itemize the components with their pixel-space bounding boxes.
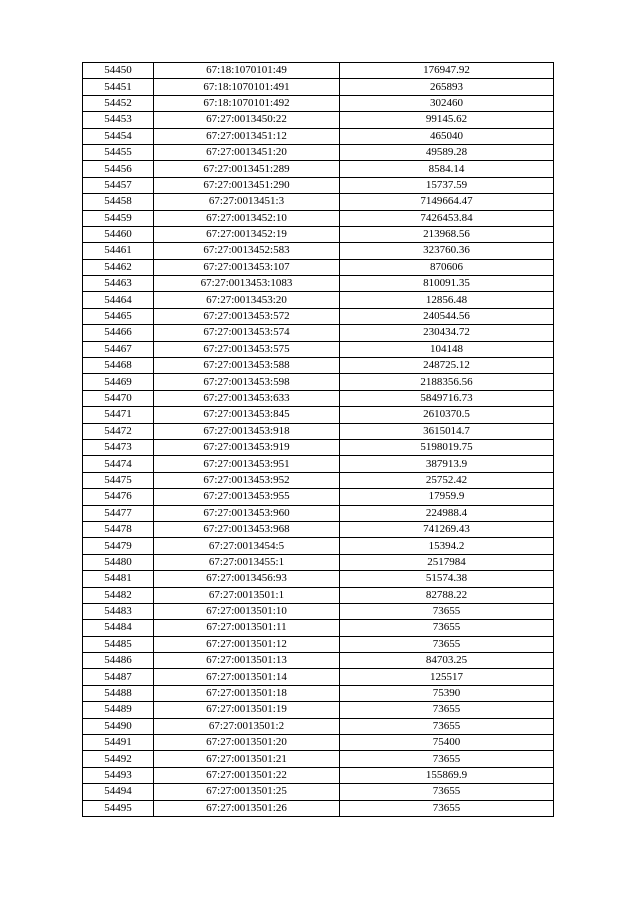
cadastral-number-cell: 67:27:0013501:11	[154, 620, 340, 636]
value-cell: 7149664.47	[340, 194, 554, 210]
table-row	[83, 439, 554, 455]
value-cell: 2610370.5	[340, 407, 554, 423]
cadastral-number-cell: 67:27:0013451:3	[154, 194, 340, 210]
cadastral-number-cell: 67:27:0013453:572	[154, 308, 340, 324]
table-row	[83, 784, 554, 800]
table-row	[83, 243, 554, 259]
cadastral-number-cell: 67:27:0013453:575	[154, 341, 340, 357]
row-number-cell: 54476	[83, 489, 154, 505]
cadastral-number-cell: 67:27:0013453:1083	[154, 276, 340, 292]
cadastral-number-cell: 67:27:0013452:10	[154, 210, 340, 226]
table-row	[83, 620, 554, 636]
cadastral-number-cell: 67:27:0013501:25	[154, 784, 340, 800]
value-cell: 82788.22	[340, 587, 554, 603]
row-number-cell: 54464	[83, 292, 154, 308]
cadastral-number-cell: 67:27:0013453:574	[154, 325, 340, 341]
cadastral-number-cell: 67:27:0013453:107	[154, 259, 340, 275]
table-row	[83, 521, 554, 537]
value-cell: 49589.28	[340, 144, 554, 160]
row-number-cell: 54483	[83, 603, 154, 619]
table-row	[83, 505, 554, 521]
value-cell: 73655	[340, 603, 554, 619]
row-number-cell: 54471	[83, 407, 154, 423]
value-cell: 465040	[340, 128, 554, 144]
row-number-cell: 54459	[83, 210, 154, 226]
value-cell: 17959.9	[340, 489, 554, 505]
table-row	[83, 603, 554, 619]
row-number-cell: 54461	[83, 243, 154, 259]
table-row	[83, 702, 554, 718]
cadastral-number-cell: 67:27:0013453:633	[154, 390, 340, 406]
row-number-cell: 54484	[83, 620, 154, 636]
value-cell: 2188356.56	[340, 374, 554, 390]
cadastral-number-cell: 67:27:0013453:952	[154, 472, 340, 488]
cadastral-number-cell: 67:27:0013501:20	[154, 735, 340, 751]
table-row	[83, 407, 554, 423]
row-number-cell: 54469	[83, 374, 154, 390]
row-number-cell: 54466	[83, 325, 154, 341]
value-cell: 2517984	[340, 554, 554, 570]
table-row	[83, 308, 554, 324]
value-cell: 73655	[340, 751, 554, 767]
value-cell: 73655	[340, 718, 554, 734]
row-number-cell: 54479	[83, 538, 154, 554]
value-cell: 73655	[340, 784, 554, 800]
row-number-cell: 54456	[83, 161, 154, 177]
row-number-cell: 54450	[83, 63, 154, 79]
table-row	[83, 112, 554, 128]
row-number-cell: 54474	[83, 456, 154, 472]
row-number-cell: 54475	[83, 472, 154, 488]
value-cell: 84703.25	[340, 653, 554, 669]
value-cell: 8584.14	[340, 161, 554, 177]
cadastral-number-cell: 67:27:0013501:21	[154, 751, 340, 767]
table-row	[83, 259, 554, 275]
table-row	[83, 636, 554, 652]
cadastral-number-cell: 67:27:0013501:13	[154, 653, 340, 669]
table-row	[83, 161, 554, 177]
value-cell: 230434.72	[340, 325, 554, 341]
table-row	[83, 767, 554, 783]
value-cell: 5198019.75	[340, 439, 554, 455]
row-number-cell: 54463	[83, 276, 154, 292]
table-body	[83, 63, 554, 817]
value-cell: 265893	[340, 79, 554, 95]
row-number-cell: 54489	[83, 702, 154, 718]
cadastral-number-cell: 67:27:0013455:1	[154, 554, 340, 570]
table-row	[83, 325, 554, 341]
row-number-cell: 54454	[83, 128, 154, 144]
value-cell: 99145.62	[340, 112, 554, 128]
value-cell: 155869.9	[340, 767, 554, 783]
value-cell: 104148	[340, 341, 554, 357]
row-number-cell: 54472	[83, 423, 154, 439]
row-number-cell: 54480	[83, 554, 154, 570]
value-cell: 12856.48	[340, 292, 554, 308]
value-cell: 75400	[340, 735, 554, 751]
table-row	[83, 653, 554, 669]
cadastral-number-cell: 67:27:0013453:845	[154, 407, 340, 423]
value-cell: 387913.9	[340, 456, 554, 472]
value-cell: 248725.12	[340, 358, 554, 374]
cadastral-number-cell: 67:27:0013501:12	[154, 636, 340, 652]
cadastral-number-cell: 67:27:0013453:598	[154, 374, 340, 390]
table-row	[83, 669, 554, 685]
table-row	[83, 292, 554, 308]
cadastral-number-cell: 67:27:0013452:19	[154, 226, 340, 242]
table-row	[83, 63, 554, 79]
cadastral-number-cell: 67:27:0013451:20	[154, 144, 340, 160]
value-cell: 51574.38	[340, 571, 554, 587]
cadastral-number-cell: 67:27:0013501:10	[154, 603, 340, 619]
table-row	[83, 685, 554, 701]
table-row	[83, 79, 554, 95]
cadastral-number-cell: 67:18:1070101:491	[154, 79, 340, 95]
value-cell: 75390	[340, 685, 554, 701]
cadastral-number-cell: 67:27:0013501:18	[154, 685, 340, 701]
value-cell: 7426453.84	[340, 210, 554, 226]
table-row	[83, 571, 554, 587]
cadastral-number-cell: 67:27:0013451:290	[154, 177, 340, 193]
table-row	[83, 144, 554, 160]
table-row	[83, 718, 554, 734]
cadastral-number-cell: 67:27:0013453:968	[154, 521, 340, 537]
row-number-cell: 54470	[83, 390, 154, 406]
cadastral-number-cell: 67:27:0013453:588	[154, 358, 340, 374]
value-cell: 15394.2	[340, 538, 554, 554]
cadastral-number-cell: 67:18:1070101:49	[154, 63, 340, 79]
table-row	[83, 210, 554, 226]
table-row	[83, 472, 554, 488]
cadastral-number-cell: 67:27:0013453:960	[154, 505, 340, 521]
value-cell: 125517	[340, 669, 554, 685]
row-number-cell: 54485	[83, 636, 154, 652]
table-row	[83, 374, 554, 390]
row-number-cell: 54458	[83, 194, 154, 210]
row-number-cell: 54493	[83, 767, 154, 783]
table-row	[83, 456, 554, 472]
cadastral-number-cell: 67:27:0013501:19	[154, 702, 340, 718]
value-cell: 176947.92	[340, 63, 554, 79]
row-number-cell: 54487	[83, 669, 154, 685]
cadastral-number-cell: 67:27:0013456:93	[154, 571, 340, 587]
cadastral-number-cell: 67:27:0013453:919	[154, 439, 340, 455]
value-cell: 73655	[340, 620, 554, 636]
value-cell: 5849716.73	[340, 390, 554, 406]
cadastral-number-cell: 67:27:0013452:583	[154, 243, 340, 259]
row-number-cell: 54451	[83, 79, 154, 95]
cadastral-number-cell: 67:27:0013501:26	[154, 800, 340, 816]
table-row	[83, 226, 554, 242]
table-row	[83, 489, 554, 505]
value-cell: 870606	[340, 259, 554, 275]
cadastral-number-cell: 67:27:0013454:5	[154, 538, 340, 554]
row-number-cell: 54478	[83, 521, 154, 537]
table-row	[83, 128, 554, 144]
cadastral-number-cell: 67:27:0013453:20	[154, 292, 340, 308]
cadastral-number-cell: 67:27:0013501:14	[154, 669, 340, 685]
row-number-cell: 54467	[83, 341, 154, 357]
value-cell: 73655	[340, 702, 554, 718]
row-number-cell: 54488	[83, 685, 154, 701]
cadastral-number-cell: 67:27:0013453:955	[154, 489, 340, 505]
row-number-cell: 54473	[83, 439, 154, 455]
cadastral-number-cell: 67:18:1070101:492	[154, 95, 340, 111]
table-row	[83, 554, 554, 570]
table-row	[83, 177, 554, 193]
value-cell: 323760.36	[340, 243, 554, 259]
row-number-cell: 54462	[83, 259, 154, 275]
row-number-cell: 54482	[83, 587, 154, 603]
table-row	[83, 587, 554, 603]
cadastral-number-cell: 67:27:0013451:289	[154, 161, 340, 177]
row-number-cell: 54494	[83, 784, 154, 800]
value-cell: 302460	[340, 95, 554, 111]
table-row	[83, 194, 554, 210]
table-row	[83, 751, 554, 767]
row-number-cell: 54495	[83, 800, 154, 816]
table-row	[83, 800, 554, 816]
cadastral-number-cell: 67:27:0013450:22	[154, 112, 340, 128]
row-number-cell: 54457	[83, 177, 154, 193]
value-cell: 73655	[340, 800, 554, 816]
table-row	[83, 735, 554, 751]
value-cell: 213968.56	[340, 226, 554, 242]
row-number-cell: 54491	[83, 735, 154, 751]
row-number-cell: 54481	[83, 571, 154, 587]
row-number-cell: 54465	[83, 308, 154, 324]
row-number-cell: 54452	[83, 95, 154, 111]
row-number-cell: 54453	[83, 112, 154, 128]
cadastral-number-cell: 67:27:0013453:951	[154, 456, 340, 472]
table-row	[83, 423, 554, 439]
row-number-cell: 54477	[83, 505, 154, 521]
table-row	[83, 341, 554, 357]
cadastral-number-cell: 67:27:0013451:12	[154, 128, 340, 144]
row-number-cell: 54468	[83, 358, 154, 374]
table-row	[83, 358, 554, 374]
value-cell: 73655	[340, 636, 554, 652]
row-number-cell: 54455	[83, 144, 154, 160]
cadastral-number-cell: 67:27:0013501:22	[154, 767, 340, 783]
row-number-cell: 54492	[83, 751, 154, 767]
value-cell: 224988.4	[340, 505, 554, 521]
value-cell: 15737.59	[340, 177, 554, 193]
table-row	[83, 390, 554, 406]
value-cell: 810091.35	[340, 276, 554, 292]
row-number-cell: 54460	[83, 226, 154, 242]
cadastral-value-table	[82, 62, 554, 817]
value-cell: 741269.43	[340, 521, 554, 537]
row-number-cell: 54490	[83, 718, 154, 734]
cadastral-number-cell: 67:27:0013501:1	[154, 587, 340, 603]
table-row	[83, 538, 554, 554]
cadastral-number-cell: 67:27:0013501:2	[154, 718, 340, 734]
row-number-cell: 54486	[83, 653, 154, 669]
table-row	[83, 95, 554, 111]
table-row	[83, 276, 554, 292]
value-cell: 25752.42	[340, 472, 554, 488]
value-cell: 3615014.7	[340, 423, 554, 439]
value-cell: 240544.56	[340, 308, 554, 324]
cadastral-number-cell: 67:27:0013453:918	[154, 423, 340, 439]
